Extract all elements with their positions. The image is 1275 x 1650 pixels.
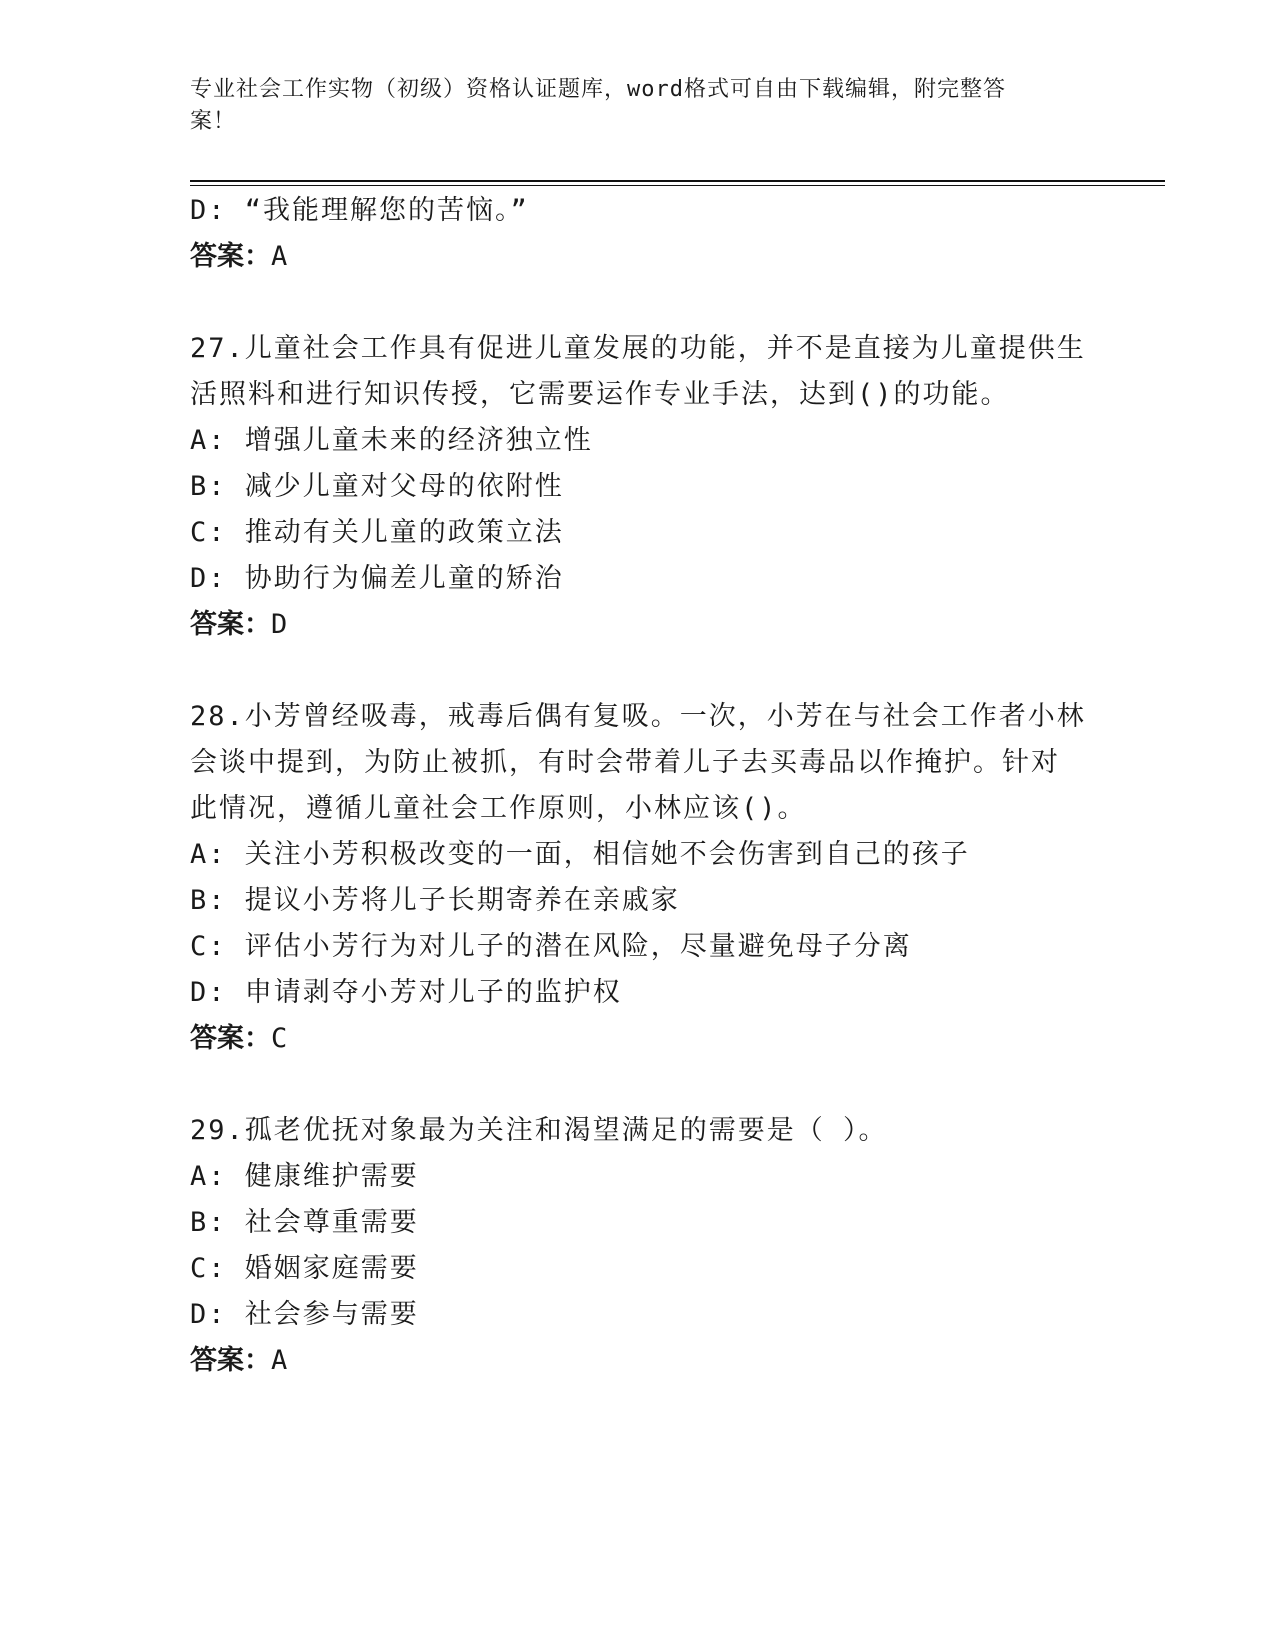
question-stem-line: 29.孤老优抚对象最为关注和渴望满足的需要是（ ）。 [190,1115,888,1146]
option-a: A: 增强儿童未来的经济独立性 [190,425,593,456]
spacer [190,648,1090,694]
document-body [190,188,1090,1384]
option-c: C: 婚姻家庭需要 [190,1253,419,1284]
option-b: B: 社会尊重需要 [190,1207,419,1238]
answer-line [190,1016,1090,1062]
header-rule-thick [190,180,1165,182]
answer-label: 答案： [190,609,271,640]
option-d: D: 协助行为偏差儿童的矫治 [190,563,564,594]
option-c: C: 评估小芳行为对儿子的潜在风险，尽量避免母子分离 [190,931,912,962]
header-rule-thin [190,185,1165,186]
answer-line [190,602,1090,648]
question-28 [190,694,1090,1062]
option-b: B: 提议小芳将儿子长期寄养在亲戚家 [190,885,680,916]
option-d: D: 申请剥夺小芳对儿子的监护权 [190,977,622,1008]
question-stem-line: 活照料和进行知识传授，它需要运作专业手法，达到()的功能。 [190,379,1010,410]
answer-line [190,234,1090,280]
header-line-2: 案！ [190,109,237,134]
question-stem-line: 此情况，遵循儿童社会工作原则，小林应该()。 [190,793,807,824]
answer-label: 答案： [190,241,271,272]
spacer [190,280,1090,326]
option-b: B: 减少儿童对父母的依附性 [190,471,564,502]
question-stem-line: 27.儿童社会工作具有促进儿童发展的功能，并不是直接为儿童提供生 [190,333,1086,364]
question-stem-line: 28.小芳曾经吸毒，戒毒后偶有复吸。一次，小芳在与社会工作者小林 [190,701,1086,732]
document-header [190,74,1090,138]
header-line-1: 专业社会工作实物（初级）资格认证题库，word格式可自由下载编辑，附完整答 [190,77,1006,102]
option-d: D: “我能理解您的苦恼。” [190,195,529,226]
answer-label: 答案： [190,1345,271,1376]
answer-line [190,1338,1090,1384]
option-a: A: 健康维护需要 [190,1161,419,1192]
option-d: D: 社会参与需要 [190,1299,419,1330]
spacer [190,1062,1090,1108]
question-27 [190,326,1090,648]
question-29 [190,1108,1090,1384]
answer-value: D [271,609,288,640]
option-c: C: 推动有关儿童的政策立法 [190,517,564,548]
answer-value: A [271,1345,288,1376]
answer-label: 答案： [190,1023,271,1054]
answer-value: C [271,1023,288,1054]
option-a: A: 关注小芳积极改变的一面，相信她不会伤害到自己的孩子 [190,839,970,870]
question-stem-line: 会谈中提到，为防止被抓，有时会带着儿子去买毒品以作掩护。针对 [190,747,1060,778]
answer-value: A [271,241,288,272]
